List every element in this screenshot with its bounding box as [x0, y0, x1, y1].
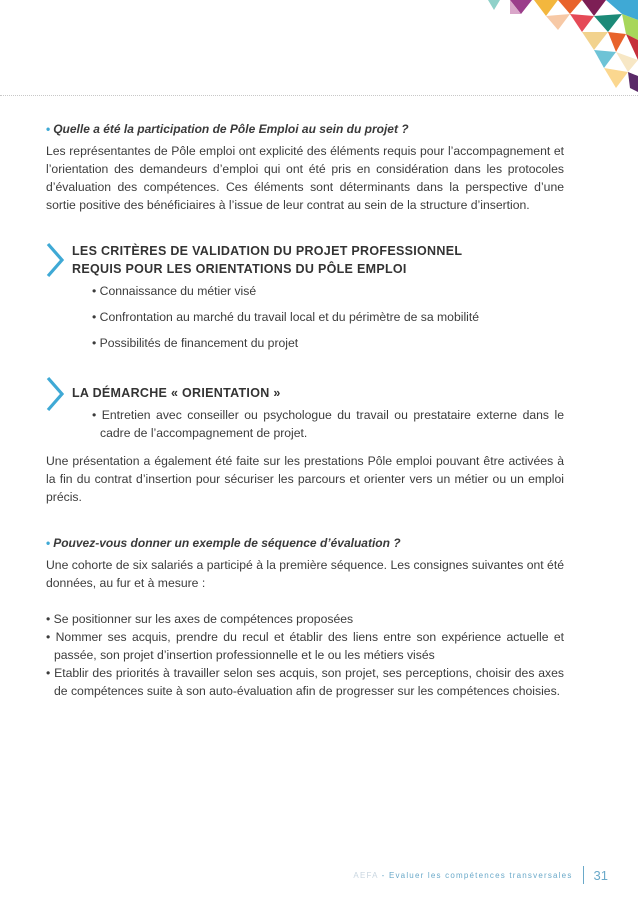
orientation-item: • Entretien avec conseiller ou psychologue du travail ou prestataire externe dans le cadre de l’accompagnement de projet. — [92, 408, 564, 440]
page-number: 31 — [593, 867, 608, 883]
criteria-item: • Possibilités de financement du projet — [92, 336, 299, 350]
page-footer — [353, 865, 608, 885]
orientation-title: LA DÉMARCHE « ORIENTATION » — [72, 386, 281, 400]
criteria-item: • Confrontation au marché du travail local et du périmètre de sa mobilité — [92, 310, 480, 324]
chevron-right-icon — [46, 376, 64, 412]
footer-divider — [583, 866, 584, 884]
question-1: • Quelle a été la participation de Pôle Emploi au sein du projet ? — [46, 122, 409, 136]
answer-2: Une cohorte de six salariés a participé à la première séquence. Les consignes suivantes ont été données, au fur et à mesure : — [46, 558, 564, 590]
step-item: • Etablir des priorités à travailler selon ses acquis, son projet, ses perceptions, choisir des axes de compétences suite à son auto-évaluation afin de progresser sur les compétences choisies. — [46, 666, 564, 698]
orientation-list — [92, 406, 564, 442]
criteria-list — [92, 282, 564, 352]
step-item: • Se positionner sur les axes de compétences proposées — [46, 612, 354, 626]
orientation-section — [46, 376, 564, 442]
bullet-icon: • — [46, 536, 51, 550]
step-item: • Nommer ses acquis, prendre du recul et établir des liens entre son expérience actuelle et passée, son projet d’insertion professionnelle et le ou les métiers visés — [46, 630, 564, 662]
chevron-right-icon — [46, 242, 64, 278]
presentation-paragraph: Une présentation a également été faite sur les prestations Pôle emploi pouvant être activées à la fin du contrat d’insertion pour sécuriser les parcours et orienter vers un métier ou un emploi précis. — [46, 454, 564, 504]
answer-1: Les représentantes de Pôle emploi ont explicité des éléments requis pour l’accompagnement et l’orientation des demandeurs d’emploi qui ont été pris en considération dans les protocoles d’évaluation des compétences. Ces éléments sont déterminants dans la perspective d’une sortie positive des bénéficiaires à l’issue de leur contrat au sein de la structure d’insertion. — [46, 144, 564, 212]
steps-list — [46, 610, 564, 700]
criteria-title: LES CRITÈRES DE VALIDATION DU PROJET PROFESSIONNEL REQUIS POUR LES ORIENTATIONS DU PÔLE EMPLOI — [72, 244, 463, 276]
bullet-icon: • — [46, 122, 51, 136]
question-2: • Pouvez-vous donner un exemple de séquence d’évaluation ? — [46, 536, 401, 550]
page-content — [46, 122, 564, 700]
criteria-section — [46, 242, 564, 352]
decorative-mosaic — [488, 0, 638, 92]
footer-caption: AEFA - Evaluer les compétences transversales — [353, 870, 573, 880]
header-divider — [0, 95, 638, 96]
criteria-item: • Connaissance du métier visé — [92, 284, 257, 298]
